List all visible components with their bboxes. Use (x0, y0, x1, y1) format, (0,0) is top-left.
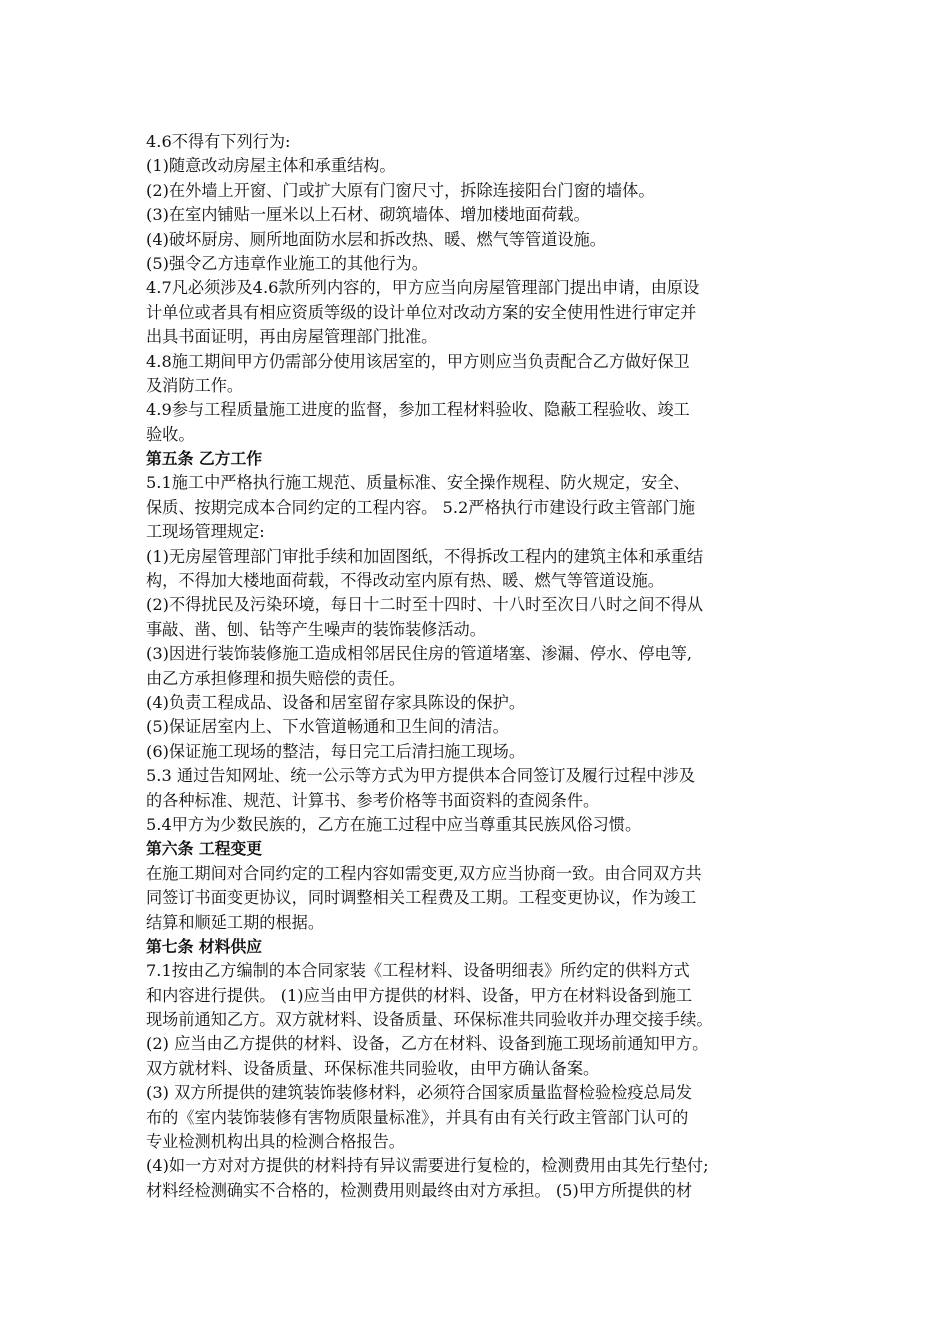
text-line: 7.1按由乙方编制的本合同家装《工程材料、设备明细表》所约定的供料方式 (146, 961, 690, 981)
text-line: 4.7凡必须涉及4.6款所列内容的，甲方应当向房屋管理部门提出申请，由原设 (146, 278, 700, 298)
text-line: (2) 应当由乙方提供的材料、设备，乙方在材料、设备到施工现场前通知甲方。 (146, 1034, 709, 1054)
section-heading: 第七条 材料供应 (146, 936, 263, 956)
text-line: 保质、按期完成本合同约定的工程内容。 5.2严格执行市建设行政主管部门施 (146, 497, 695, 517)
text-line: 4.9参与工程质量施工进度的监督，参加工程材料验收、隐蔽工程验收、竣工 (146, 400, 690, 420)
text-line: 双方就材料、设备质量、环保标准共同验收，由甲方确认备案。 (146, 1058, 600, 1078)
text-line: 事敲、凿、刨、钻等产生噪声的装饰装修活动。 (146, 619, 486, 639)
text-line: 出具书面证明，再由房屋管理部门批准。 (146, 327, 438, 347)
text-line: 在施工期间对合同约定的工程内容如需变更,双方应当协商一致。由合同双方共 (146, 863, 702, 883)
text-line: 计单位或者具有相应资质等级的设计单位对改动方案的安全使用性进行审定并 (146, 302, 697, 322)
text-line: 5.1施工中严格执行施工规范、质量标准、安全操作规程、防火规定，安全、 (146, 473, 690, 493)
text-line: (2)在外墙上开窗、门或扩大原有门窗尺寸，拆除连接阳台门窗的墙体。 (146, 180, 655, 200)
text-line: (3) 双方所提供的建筑装饰装修材料，必须符合国家质量监督检验检疫总局发 (146, 1083, 693, 1103)
text-line: 5.3 通过告知网址、统一公示等方式为甲方提供本合同签订及履行过程中涉及 (146, 766, 695, 786)
text-line: 验收。 (146, 424, 195, 444)
text-line: (3)因进行装饰装修施工造成相邻居民住房的管道堵塞、渗漏、停水、停电等, (146, 644, 693, 664)
text-line: 4.8施工期间甲方仍需部分使用该居室的，甲方则应当负责配合乙方做好保卫 (146, 351, 690, 371)
text-line: 的各种标准、规范、计算书、参考价格等书面资料的查阅条件。 (146, 790, 600, 810)
text-line: 工现场管理规定: (146, 522, 265, 542)
document-body (146, 130, 808, 1203)
text-line: (5)保证居室内上、下水管道畅通和卫生间的清洁。 (146, 717, 509, 737)
text-line: 材料经检测确实不合格的，检测费用则最终由对方承担。 (5)甲方所提供的材 (146, 1180, 693, 1200)
text-line: 现场前通知乙方。双方就材料、设备质量、环保标准共同验收并办理交接手续。 (146, 1010, 713, 1030)
text-line: 结算和顺延工期的根据。 (146, 912, 325, 932)
text-line: (4)负责工程成品、设备和居室留存家具陈设的保护。 (146, 692, 526, 712)
text-line: 专业检测机构出具的检测合格报告。 (146, 1132, 405, 1152)
text-line: 5.4甲方为少数民族的，乙方在施工过程中应当尊重其民族风俗习惯。 (146, 814, 642, 834)
text-line: 构，不得加大楼地面荷载，不得改动室内原有热、暖、燃气等管道设施。 (146, 571, 664, 591)
text-line: 由乙方承担修理和损失赔偿的责任。 (146, 668, 405, 688)
text-line: 布的《室内装饰装修有害物质限量标准》，并具有由有关行政主管部门认可的 (146, 1107, 689, 1127)
text-line: 4.6不得有下列行为: (146, 132, 291, 151)
text-line: (5)强令乙方违章作业施工的其他行为。 (146, 253, 428, 273)
section-heading: 第六条 工程变更 (146, 839, 263, 859)
text-line: 和内容进行提供。 (1)应当由甲方提供的材料、设备，甲方在材料设备到施工 (146, 985, 693, 1005)
text-line: (1)随意改动房屋主体和承重结构。 (146, 156, 396, 176)
text-line: 及消防工作。 (146, 375, 244, 395)
text-line: 同签订书面变更协议，同时调整相关工程费及工期。工程变更协议，作为竣工 (146, 888, 697, 908)
section-heading: 第五条 乙方工作 (146, 449, 263, 469)
text-line: (6)保证施工现场的整洁，每日完工后清扫施工现场。 (146, 741, 526, 761)
text-line: (4)如一方对对方提供的材料持有异议需要进行复检的，检测费用由其先行垫付; (146, 1156, 709, 1176)
text-line: (2)不得扰民及污染环境，每日十二时至十四时、十八时至次日八时之间不得从 (146, 595, 704, 615)
text-line: (1)无房屋管理部门审批手续和加固图纸，不得拆改工程内的建筑主体和承重结 (146, 546, 704, 566)
text-line: (4)破坏厨房、厕所地面防水层和拆改热、暖、燃气等管道设施。 (146, 229, 606, 249)
text-line: (3)在室内铺贴一厘米以上石材、砌筑墙体、增加楼地面荷载。 (146, 205, 590, 225)
